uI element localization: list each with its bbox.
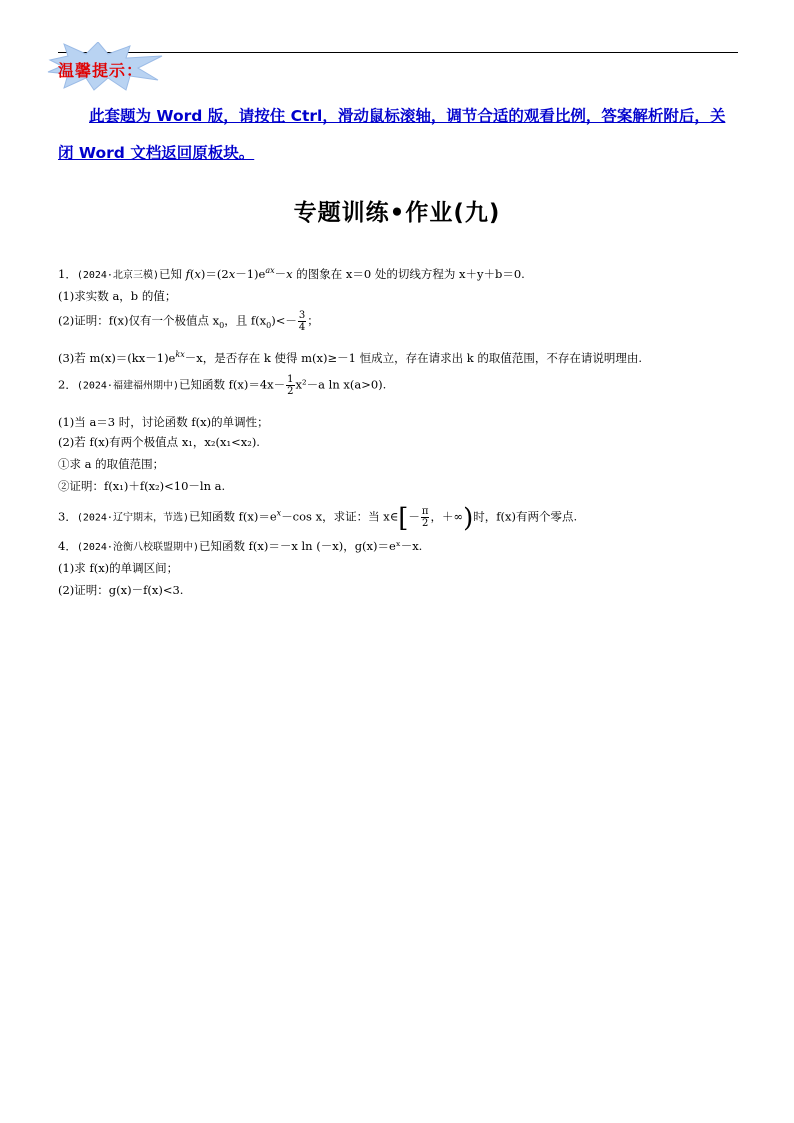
problem-2-part-2-1: ①求 a 的取值范围； [58,457,165,471]
notice-text [58,98,740,172]
problem-2-part-1: (1)当 a＝3 时，讨论函数 f(x)的单调性； [58,415,269,429]
problem-2-part-2: (2)若 f(x)有两个极值点 x₁，x₂(x₁<x₂). [58,435,260,449]
page-title: 专题训练•作业(九) [293,200,501,226]
problem-2-part-2-2: ②证明：f(x₁)＋f(x₂)<10－ln a. [58,479,226,493]
problem-1-part-3: (3)若 $m(x)=(kx-1)e^{kx}-x$，是否存在 k 使得 m(x)≥－1 恒成立，存在请求出 k 的取值范围，不存在请说明理由. [58,350,643,365]
problem-4-part-1: (1)求 f(x)的单调区间； [58,561,179,575]
problem-4-stem: 4．(2024·沧衡八校联盟期中)已知函数 f(x)＝－x ln (－x)，g(x)＝eˣ－x. [58,539,423,553]
problem-1-part-2: (2)证明：f(x)仅有一个极值点 $x_0$，且 $f(x_0)<-$ $\frac{3}{4}$ ； [58,310,319,333]
problem-4-part-2: (2)证明：g(x)－f(x)<3. [58,583,184,597]
problem-3-stem: 3．(2024·辽宁期末，节选)已知函数 $f(x)=e^x-\cos$ x，求证：当 x∈[－ $\frac{\pi}{2}$ ，＋∞)时，f(x)有两个零点. [58,503,578,534]
problem-1-stem: 1．(2024·北京三模)已知 $f(x)=(2x-1)e^{ax}-x$ 的图象在 x＝0 处的切线方程为 x＋y＋b＝0. [58,266,525,281]
tip-title: 温馨提示： [58,61,144,80]
notice-link[interactable]: 此套题为 Word 版，请按住 Ctrl，滑动鼠标滚轴，调节合适的观看比例，答案解析附后，关闭 Word 文档返回原板块。 [58,107,726,162]
problem-2-stem: 2．(2024·福建福州期中)已知函数 f(x)＝4x－ $\frac{1}{2}$ x²－a ln x(a>0). [58,374,387,397]
problem-1-part-1: (1)求实数 a，b 的值； [58,289,177,303]
